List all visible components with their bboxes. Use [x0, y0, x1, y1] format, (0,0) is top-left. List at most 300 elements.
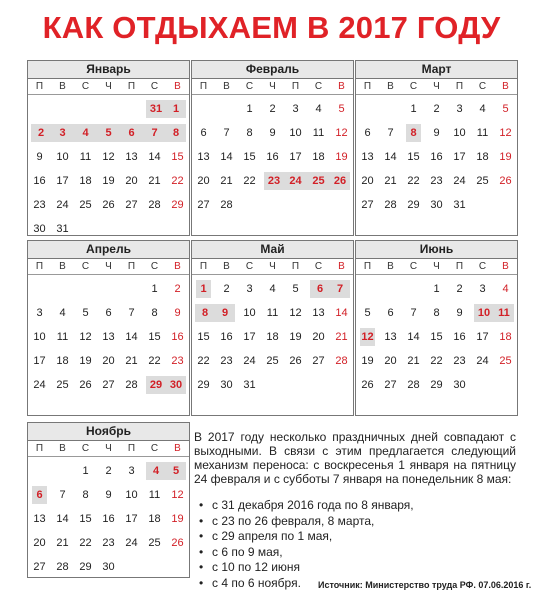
day-cell: [51, 462, 74, 480]
day-cell: 8: [246, 127, 253, 139]
day-cell: 3: [292, 103, 299, 115]
day-cell: 27: [312, 355, 325, 367]
day-cell: 29: [407, 199, 420, 211]
weekday-label: П: [199, 261, 208, 272]
day-cell: 25: [79, 199, 92, 211]
day-cell: [143, 558, 166, 576]
day-cell: 13: [102, 331, 115, 343]
day-cell: [74, 220, 97, 238]
weekday-label: В: [387, 261, 394, 272]
day-cell: 13: [33, 513, 46, 525]
day-cell: 28: [407, 379, 420, 391]
day-cell: 7: [59, 489, 66, 501]
day-cell: 17: [33, 355, 46, 367]
weekday-label: С: [150, 81, 159, 92]
day-cell: [28, 462, 51, 480]
day-cell: 31: [453, 199, 466, 211]
day-cell: 18: [148, 513, 161, 525]
day-cell: 19: [79, 355, 92, 367]
day-cell: 14: [125, 331, 138, 343]
day-cell: 16: [220, 331, 233, 343]
day-cell: 26: [361, 379, 374, 391]
day-cell: [97, 100, 120, 118]
day-cell: 19: [499, 151, 512, 163]
day-cell: 30: [430, 199, 443, 211]
day-cell: 17: [125, 513, 138, 525]
weekday-label: П: [127, 81, 136, 92]
day-cell: 25: [148, 537, 161, 549]
source-note: Источник: Министерство труда РФ. 07.06.2016 г.: [318, 580, 532, 590]
weekday-header: [192, 79, 353, 95]
weekday-label: С: [245, 261, 254, 272]
day-cell: 2: [456, 283, 463, 295]
day-cell: 15: [171, 151, 184, 163]
day-cell: 3: [246, 283, 253, 295]
holiday-day-cell: 26: [330, 172, 350, 190]
day-cell: 28: [56, 561, 69, 573]
day-cell: 11: [148, 489, 161, 501]
day-cell: 3: [128, 465, 135, 477]
info-paragraph: В 2017 году несколько праздничных дней совпадают с выходными. В связи с этим предлагается следующий механизм переноса: с воскресенья 1 января на пятницу 24 февраля и с субботы 7 января на понедельник 8 мая:: [194, 430, 516, 486]
day-cell: [356, 100, 379, 118]
month-february: [191, 60, 354, 236]
day-cell: 28: [384, 199, 397, 211]
holiday-day-cell: 23: [264, 172, 284, 190]
weekday-label: П: [455, 261, 464, 272]
day-cell: 23: [102, 537, 115, 549]
weekday-label: П: [35, 261, 44, 272]
weekday-label: Ч: [269, 81, 276, 92]
day-cell: 27: [361, 199, 374, 211]
day-cell: [215, 100, 238, 118]
holiday-day-cell: 31: [146, 100, 166, 118]
month-name: Февраль: [192, 61, 353, 79]
month-name: Ноябрь: [28, 423, 189, 441]
day-cell: 11: [79, 151, 92, 163]
holiday-day-cell: 3: [51, 124, 74, 142]
holiday-day-cell: 1: [166, 100, 186, 118]
day-cell: [97, 280, 120, 298]
month-november: [27, 422, 190, 578]
day-cell: [166, 220, 189, 238]
weekday-label: В: [59, 261, 66, 272]
holiday-day-cell: 8: [406, 124, 421, 142]
day-cell: [284, 196, 307, 214]
month-name: Май: [192, 241, 353, 259]
day-grid: [28, 95, 189, 241]
day-cell: 17: [289, 151, 302, 163]
day-cell: 15: [430, 331, 443, 343]
day-cell: [494, 376, 517, 394]
day-cell: 25: [266, 355, 279, 367]
day-cell: 21: [125, 355, 138, 367]
day-cell: [192, 100, 215, 118]
day-cell: 19: [289, 331, 302, 343]
holiday-day-cell: 1: [196, 280, 211, 298]
day-cell: 22: [430, 355, 443, 367]
weekday-label: В: [59, 81, 66, 92]
weekday-label: С: [81, 443, 90, 454]
holiday-list-item: • с 10 по 12 июня: [212, 560, 516, 576]
page-title: КАК ОТДЫХАЕМ В 2017 ГОДУ: [42, 10, 501, 45]
month-name: Январь: [28, 61, 189, 79]
day-cell: 18: [476, 151, 489, 163]
day-cell: 22: [407, 175, 420, 187]
day-cell: 20: [33, 537, 46, 549]
day-cell: [284, 376, 307, 394]
month-name: Июнь: [356, 241, 517, 259]
weekday-label: П: [363, 81, 372, 92]
weekday-label: С: [409, 261, 418, 272]
holiday-day-cell: 6: [32, 486, 47, 504]
day-cell: 29: [430, 379, 443, 391]
day-cell: 21: [56, 537, 69, 549]
day-cell: 9: [433, 127, 440, 139]
day-cell: 16: [171, 331, 184, 343]
day-cell: 9: [105, 489, 112, 501]
weekday-label: С: [150, 261, 159, 272]
holiday-day-cell: 25: [307, 172, 330, 190]
weekday-label: В: [338, 81, 345, 92]
day-cell: [97, 220, 120, 238]
weekday-label: Ч: [269, 261, 276, 272]
day-cell: 12: [171, 489, 184, 501]
day-cell: 24: [125, 537, 138, 549]
day-cell: 8: [433, 307, 440, 319]
day-cell: 18: [499, 331, 512, 343]
day-cell: 15: [148, 331, 161, 343]
day-cell: 30: [220, 379, 233, 391]
day-cell: 16: [102, 513, 115, 525]
weekday-label: С: [314, 261, 323, 272]
holiday-list-item: • с 31 декабря 2016 года по 8 января,: [212, 498, 516, 514]
day-cell: 15: [243, 151, 256, 163]
day-cell: 22: [197, 355, 210, 367]
day-cell: 17: [453, 151, 466, 163]
month-april: [27, 240, 190, 416]
weekday-label: П: [291, 81, 300, 92]
day-cell: 14: [407, 331, 420, 343]
weekday-label: С: [478, 81, 487, 92]
day-cell: 27: [102, 379, 115, 391]
day-cell: 1: [151, 283, 158, 295]
day-cell: 28: [335, 355, 348, 367]
day-cell: 1: [246, 103, 253, 115]
day-cell: 19: [361, 355, 374, 367]
weekday-label: Ч: [433, 261, 440, 272]
day-cell: 20: [125, 175, 138, 187]
day-cell: 5: [82, 307, 89, 319]
day-cell: 24: [56, 199, 69, 211]
holiday-day-cell: 4: [146, 462, 166, 480]
day-cell: 21: [335, 331, 348, 343]
day-cell: 2: [223, 283, 230, 295]
day-cell: 5: [338, 103, 345, 115]
weekday-label: В: [174, 443, 181, 454]
day-cell: 4: [502, 283, 509, 295]
day-cell: 11: [266, 307, 279, 319]
weekday-label: П: [199, 81, 208, 92]
day-cell: 15: [197, 331, 210, 343]
weekday-label: В: [223, 81, 230, 92]
day-cell: 21: [148, 175, 161, 187]
day-cell: [471, 376, 494, 394]
weekday-label: С: [245, 81, 254, 92]
day-cell: 6: [387, 307, 394, 319]
day-cell: 9: [456, 307, 463, 319]
day-cell: 17: [476, 331, 489, 343]
weekday-label: В: [387, 81, 394, 92]
day-cell: 16: [453, 331, 466, 343]
holiday-list-item: • с 6 по 9 мая,: [212, 545, 516, 561]
holiday-day-cell: 7: [143, 124, 166, 142]
day-cell: 22: [148, 355, 161, 367]
day-cell: 12: [102, 151, 115, 163]
holiday-day-cell: 5: [97, 124, 120, 142]
day-cell: [330, 196, 353, 214]
day-cell: 12: [499, 127, 512, 139]
weekday-label: В: [502, 261, 509, 272]
day-cell: 20: [102, 355, 115, 367]
day-cell: 9: [269, 127, 276, 139]
holiday-day-cell: 8: [166, 124, 186, 142]
day-cell: 21: [407, 355, 420, 367]
holiday-day-cell: 6: [310, 280, 330, 298]
weekday-label: Ч: [105, 261, 112, 272]
day-cell: 8: [82, 489, 89, 501]
day-cell: 5: [502, 103, 509, 115]
day-cell: 30: [453, 379, 466, 391]
day-cell: 18: [312, 151, 325, 163]
day-cell: 10: [289, 127, 302, 139]
day-cell: 23: [453, 355, 466, 367]
day-cell: 17: [56, 175, 69, 187]
day-cell: 7: [128, 307, 135, 319]
holiday-list-item: • с 23 по 26 февраля, 8 марта,: [212, 514, 516, 530]
day-cell: 2: [105, 465, 112, 477]
day-cell: 4: [269, 283, 276, 295]
day-grid: [356, 95, 517, 217]
holiday-day-cell: 29: [146, 376, 166, 394]
day-cell: 4: [59, 307, 66, 319]
day-cell: 4: [479, 103, 486, 115]
day-cell: 11: [476, 127, 489, 139]
day-cell: [74, 100, 97, 118]
day-cell: 7: [387, 127, 394, 139]
day-cell: 2: [269, 103, 276, 115]
day-cell: 9: [174, 307, 181, 319]
weekday-label: Ч: [105, 81, 112, 92]
month-june: [355, 240, 518, 416]
day-cell: 24: [243, 355, 256, 367]
day-cell: 22: [243, 175, 256, 187]
day-cell: 10: [56, 151, 69, 163]
day-cell: 10: [125, 489, 138, 501]
day-cell: [120, 280, 143, 298]
holiday-day-cell: 2: [31, 124, 51, 142]
day-cell: 17: [243, 331, 256, 343]
day-cell: 16: [430, 151, 443, 163]
day-cell: 6: [364, 127, 371, 139]
day-cell: 13: [361, 151, 374, 163]
day-cell: 13: [197, 151, 210, 163]
day-cell: 25: [56, 379, 69, 391]
day-cell: 3: [479, 283, 486, 295]
day-cell: 2: [174, 283, 181, 295]
day-cell: 28: [148, 199, 161, 211]
day-cell: 22: [171, 175, 184, 187]
day-cell: [120, 100, 143, 118]
day-cell: [51, 100, 74, 118]
day-cell: 14: [148, 151, 161, 163]
day-cell: [166, 558, 189, 576]
day-cell: [379, 280, 402, 298]
day-cell: 24: [453, 175, 466, 187]
day-cell: 21: [384, 175, 397, 187]
holiday-day-cell: 11: [494, 304, 514, 322]
day-cell: 29: [171, 199, 184, 211]
weekday-header: [356, 259, 517, 275]
weekday-header: [28, 441, 189, 457]
day-cell: 10: [33, 331, 46, 343]
month-name: Март: [356, 61, 517, 79]
day-cell: 13: [384, 331, 397, 343]
day-cell: 31: [56, 223, 69, 235]
weekday-label: В: [502, 81, 509, 92]
day-cell: [238, 196, 261, 214]
weekday-label: С: [81, 81, 90, 92]
day-grid: [356, 275, 517, 397]
day-cell: [51, 280, 74, 298]
day-cell: 3: [36, 307, 43, 319]
holiday-day-cell: 7: [330, 280, 350, 298]
weekday-label: В: [174, 261, 181, 272]
holiday-list-item: • с 29 апреля по 1 мая,: [212, 529, 516, 545]
day-cell: [330, 376, 353, 394]
weekday-header: [28, 79, 189, 95]
day-cell: 6: [105, 307, 112, 319]
day-cell: 23: [220, 355, 233, 367]
day-cell: 19: [171, 513, 184, 525]
day-cell: 16: [33, 175, 46, 187]
holiday-day-cell: 4: [74, 124, 97, 142]
weekday-label: В: [338, 261, 345, 272]
month-may: [191, 240, 354, 416]
day-cell: [261, 196, 284, 214]
day-cell: 26: [171, 537, 184, 549]
day-cell: 23: [171, 355, 184, 367]
day-cell: 31: [243, 379, 256, 391]
day-cell: 14: [220, 151, 233, 163]
weekday-header: [192, 259, 353, 275]
day-cell: 1: [433, 283, 440, 295]
day-cell: 11: [312, 127, 325, 139]
info-text: [194, 430, 516, 591]
day-cell: 12: [335, 127, 348, 139]
day-cell: 27: [33, 561, 46, 573]
day-cell: 19: [102, 175, 115, 187]
day-cell: 3: [456, 103, 463, 115]
day-cell: 10: [243, 307, 256, 319]
weekday-header: [28, 259, 189, 275]
day-cell: 27: [384, 379, 397, 391]
day-cell: 18: [79, 175, 92, 187]
day-cell: [494, 196, 517, 214]
day-cell: 10: [453, 127, 466, 139]
day-grid: [28, 275, 189, 397]
weekday-label: В: [223, 261, 230, 272]
day-cell: 12: [289, 307, 302, 319]
weekday-label: С: [478, 261, 487, 272]
day-cell: 25: [476, 175, 489, 187]
weekday-label: П: [291, 261, 300, 272]
month-name: Апрель: [28, 241, 189, 259]
day-cell: [28, 280, 51, 298]
day-cell: 7: [410, 307, 417, 319]
day-cell: 26: [289, 355, 302, 367]
day-cell: 11: [56, 331, 69, 343]
weekday-label: П: [455, 81, 464, 92]
day-cell: [471, 196, 494, 214]
holiday-day-cell: 8: [195, 304, 215, 322]
day-cell: 30: [102, 561, 115, 573]
day-cell: 6: [200, 127, 207, 139]
day-grid: [192, 95, 353, 217]
holiday-day-cell: 5: [166, 462, 186, 480]
holiday-day-cell: 12: [360, 328, 375, 346]
weekday-label: В: [174, 81, 181, 92]
day-cell: 12: [79, 331, 92, 343]
day-cell: 1: [410, 103, 417, 115]
day-cell: 20: [361, 175, 374, 187]
day-cell: 24: [33, 379, 46, 391]
month-march: [355, 60, 518, 236]
day-cell: 19: [335, 151, 348, 163]
day-cell: 5: [364, 307, 371, 319]
day-cell: 26: [102, 199, 115, 211]
day-cell: 27: [197, 199, 210, 211]
weekday-label: Ч: [105, 443, 112, 454]
day-cell: [74, 280, 97, 298]
day-cell: [120, 558, 143, 576]
holiday-day-cell: 24: [284, 172, 307, 190]
weekday-label: С: [81, 261, 90, 272]
weekday-label: Ч: [433, 81, 440, 92]
day-cell: 28: [125, 379, 138, 391]
day-cell: 1: [82, 465, 89, 477]
month-january: [27, 60, 190, 236]
day-cell: 15: [79, 513, 92, 525]
day-cell: [307, 376, 330, 394]
day-cell: 26: [79, 379, 92, 391]
day-cell: 9: [36, 151, 43, 163]
weekday-header: [356, 79, 517, 95]
day-cell: 2: [433, 103, 440, 115]
weekday-label: П: [127, 443, 136, 454]
day-cell: 8: [151, 307, 158, 319]
day-cell: 29: [79, 561, 92, 573]
day-cell: 20: [384, 355, 397, 367]
holiday-list: [194, 498, 516, 591]
weekday-label: П: [127, 261, 136, 272]
day-grid: [28, 457, 189, 579]
weekday-label: П: [35, 81, 44, 92]
day-cell: 21: [220, 175, 233, 187]
day-cell: 28: [220, 199, 233, 211]
weekday-label: С: [314, 81, 323, 92]
day-cell: 16: [266, 151, 279, 163]
holiday-day-cell: 9: [215, 304, 235, 322]
